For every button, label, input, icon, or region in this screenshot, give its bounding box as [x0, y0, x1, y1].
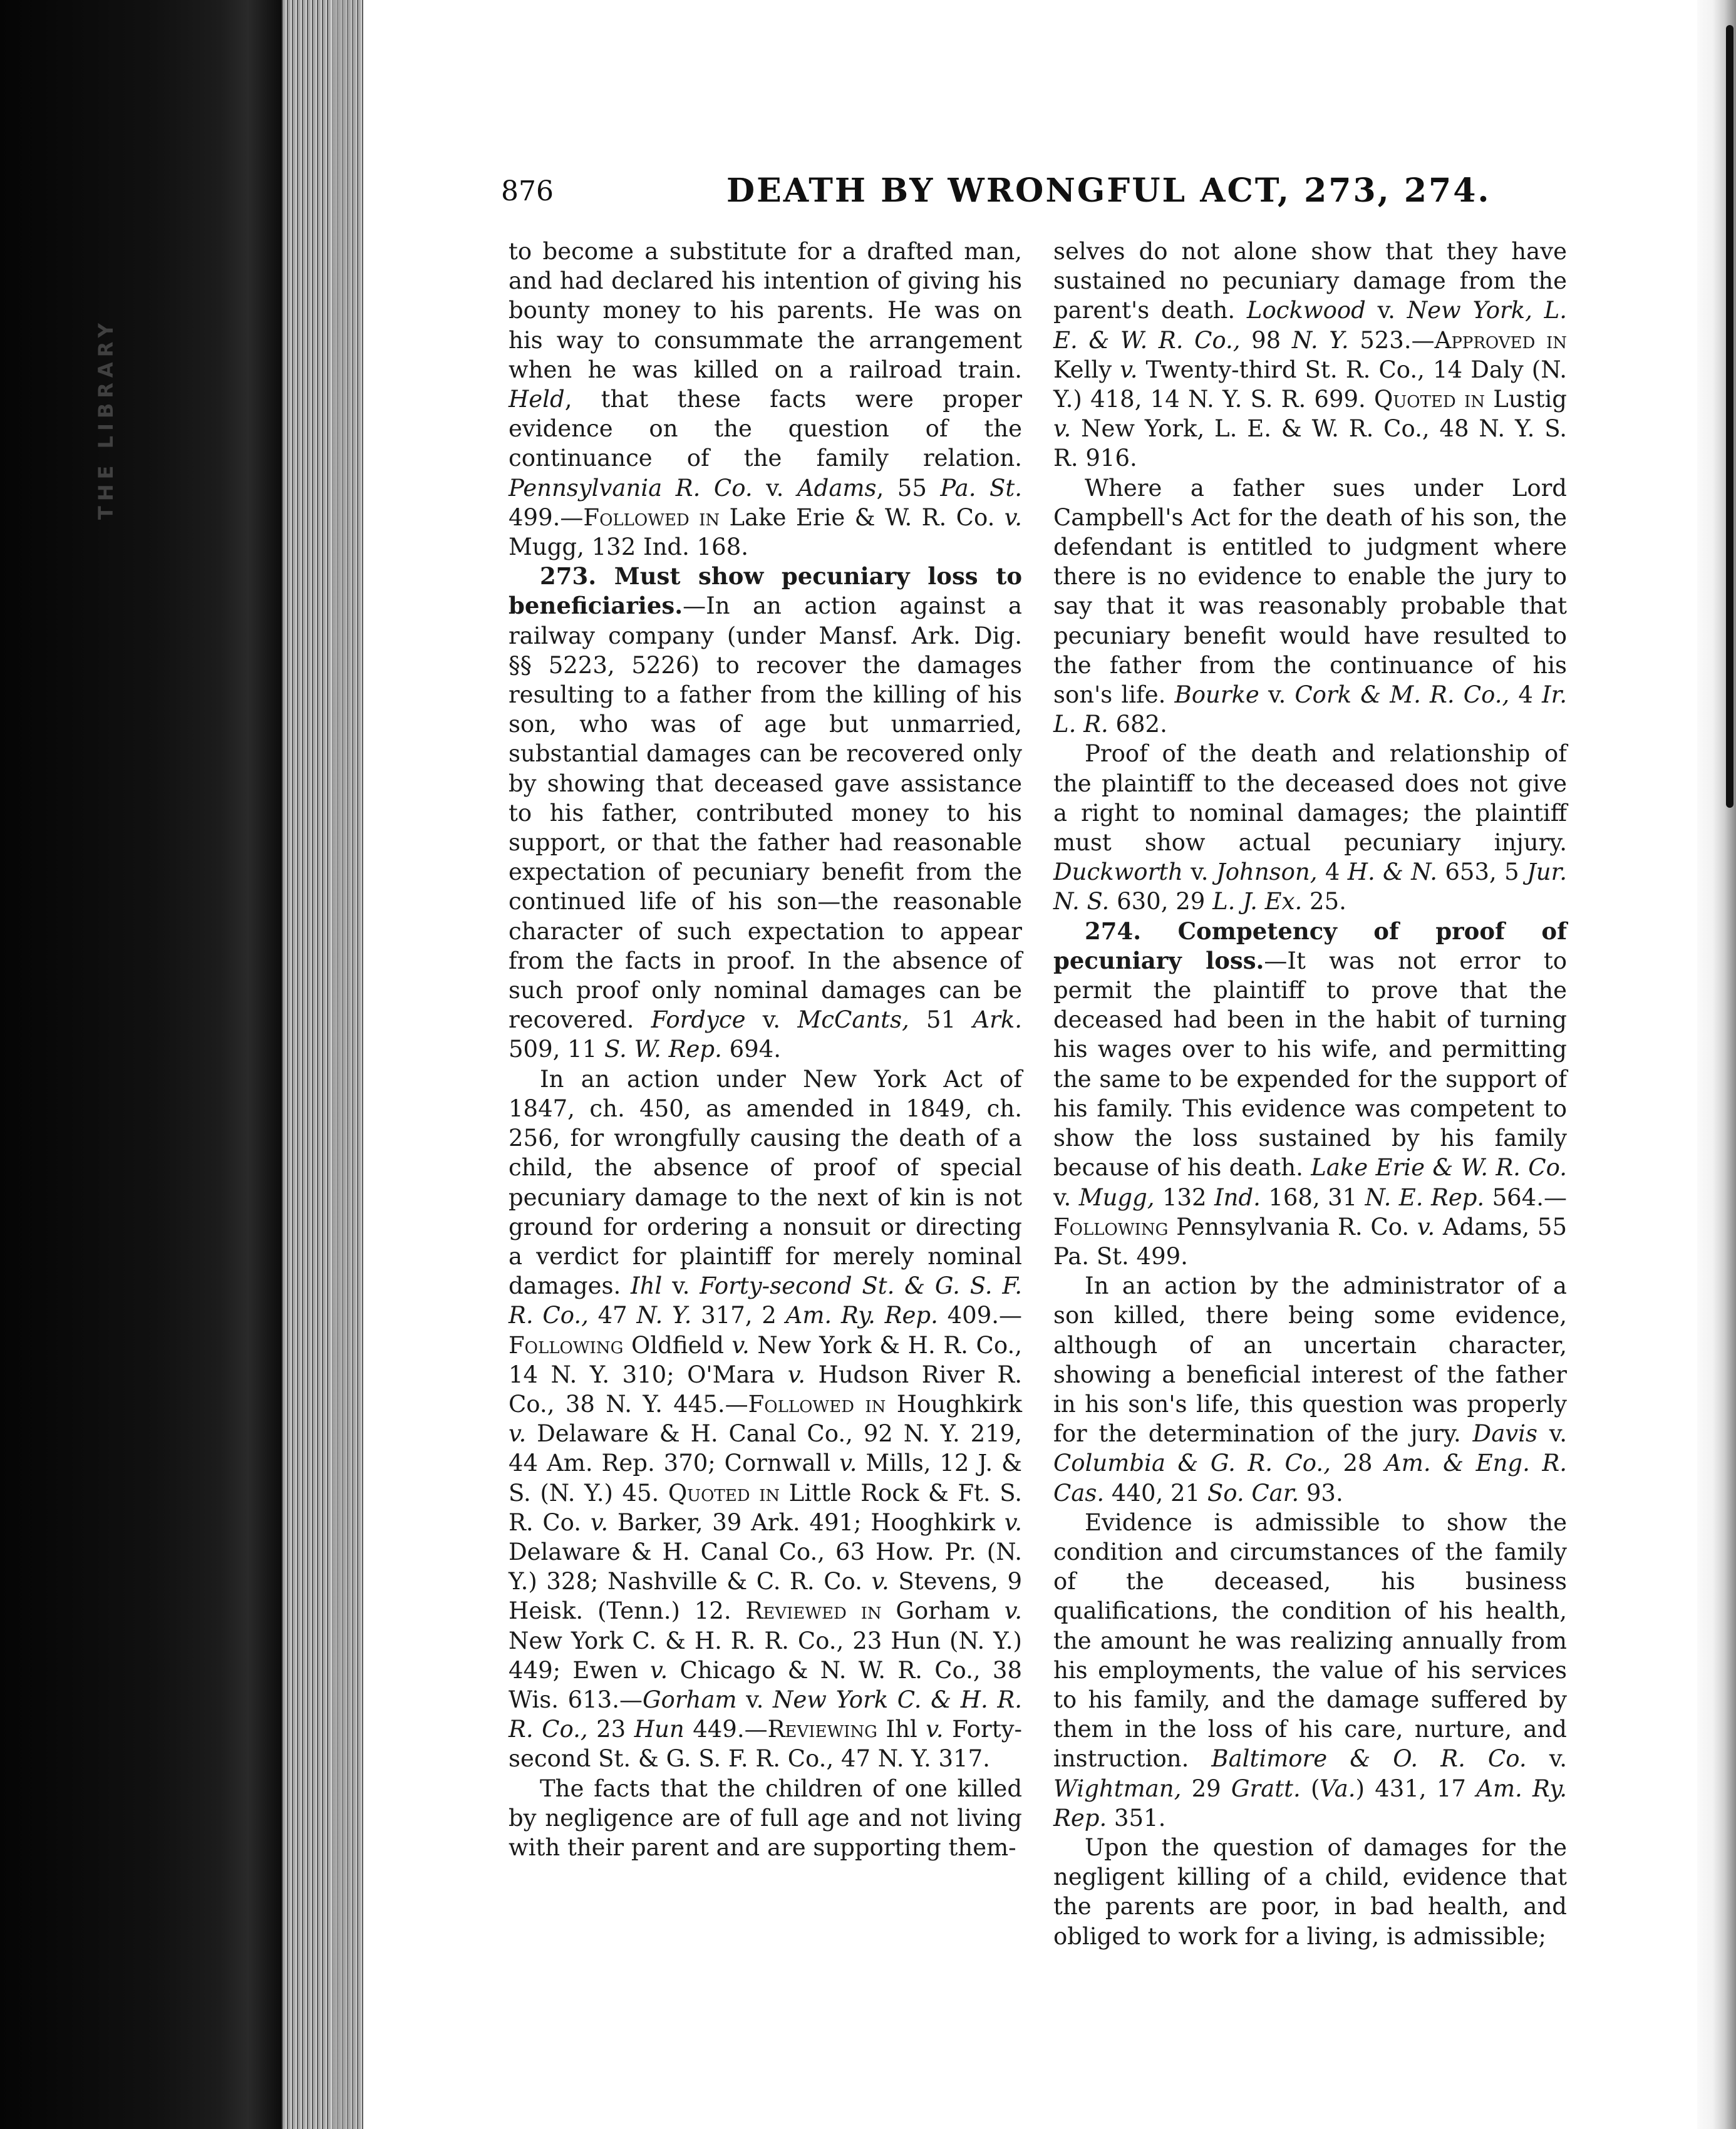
page-edges-shadow: [332, 0, 363, 2129]
paragraph-administrator: In an action by the administrator of a son killed, there being some evidence, although of an uncertain character, showing a beneficial interest of the father in his son's life, this question was properly for the determination of the jury. Davis v. Columbia & G. R. Co., 28 Am. & Eng. R. Cas. 440, 21 So. Car. 93.: [1053, 1272, 1568, 1507]
paragraph-continued-right: selves do not alone show that they have sustained no pecuniary damage from the parent's death. Lockwood v. New York, L. E. & W. R. Co., 98 N. Y. 523.—Approved in Kelly v. Twenty-third St. R. Co., 14 Daly (N. Y.) 418, 14 N. Y. S. R. 699. Quoted in Lustig v. New York, L. E. & W. R. Co., 48 N. Y. S. R. 916.: [1053, 238, 1567, 472]
page-header: [501, 170, 1584, 220]
paragraph-new-york-act: In an action under New York Act of 1847, ch. 450, as amended in 1849, ch. 256, for wrongfully causing the death of a child, the absence of proof of special pecuniary damage to the next of kin is not ground for ordering a nonsuit or directing a verdict for plaintiff for merely nominal damages. Ihl v. Forty-second St. & G. S. F. R. Co., 47 N. Y. 317, 2 Am. Ry. Rep. 409.—Following Oldfield v. New York & H. R. Co., 14 N. Y. 310; O'Mara v. Hudson River R. Co., 38 N. Y. 445.—Followed in Houghkirk v. Delaware & H. Canal Co., 92 N. Y. 219, 44 Am. Rep. 370; Cornwall v. Mills, 12 J. & S. (N. Y.) 45. Quoted in Little Rock & Ft. S. R. Co. v. Barker, 39 Ark. 491; Hooghkirk v. Delaware & H. Canal Co., 63 How. Pr. (N. Y.) 328; Nashville & C. R. Co. v. Stevens, 9 Heisk. (Tenn.) 12. Reviewed in Gorham v. New York C. & H. R. R. Co., 23 Hun (N. Y.) 449; Ewen v. Chicago & N. W. R. Co., 38 Wis. 613.—Gorham v. New York C. & H. R. R. Co., 23 Hun 449.—Reviewing Ihl v. Forty-second St. & G. S. F. R. Co., 47 N. Y. 317.: [509, 1065, 1023, 1773]
library-stamp: THE LIBRARY: [94, 318, 118, 520]
section-274: 274. Competency of proof of pecuniary loss.—It was not error to permit the plaintiff to prove that the deceased had been in the habit of turning his wages over to his wife, and permitting the same to be expended for the support of his family. This evidence was competent to show the loss sustained by his family because of his death. Lake Erie & W. R. Co. v. Mugg, 132 Ind. 168, 31 N. E. Rep. 564.—Following Pennsylvania R. Co. v. Adams, 55 Pa. St. 499.: [1053, 917, 1568, 1270]
paragraph-proof-of-death: Proof of the death and relationship of the plaintiff to the deceased does not give a right to nominal damages; the plaintiff must show actual pecuniary injury. Duckworth v. Johnson, 4 H. & N. 653, 5 Jur. N. S. 630, 29 L. J. Ex. 25.: [1053, 740, 1567, 915]
right-edge-mark: [1726, 25, 1733, 808]
right-column: [1053, 237, 1567, 1951]
page-number: 876: [501, 175, 554, 207]
paragraph-full-age-children: The facts that the children of one killed by negligence are of full age and not living with their parent and are supporting them-: [509, 1775, 1022, 1861]
section-heading-273: 273. Must show pecuniary loss to beneficiaries.: [509, 562, 1022, 620]
paragraph-continued: to become a substitute for a drafted man, and had declared his intention of giving his bounty money to his parents. He was on his way to consummate the arrangement when he was killed on a railroad train. Held, that these facts were proper evidence on the question of the continuance of the family relation. Pennsylvania R. Co. v. Adams, 55 Pa. St. 499.—Followed in Lake Erie & W. R. Co. v. Mugg, 132 Ind. 168.: [509, 238, 1022, 561]
paragraph-damages-child: Upon the question of damages for the negligent killing of a child, evidence that the parents are poor, in bad health, and obliged to work for a living, is admissible;: [1053, 1833, 1567, 1950]
running-head: DEATH BY WRONGFUL ACT, 273, 274.: [726, 172, 1491, 210]
paragraph-lord-campbell: Where a father sues under Lord Campbell's Act for the death of his son, the defendant is entitled to judgment where there is no evidence to enable the jury to say that it was reasonably probable that pecuniary benefit would have resulted to the father from the continuance of his son's life. Bourke v. Cork & M. R. Co., 4 Ir. L. R. 682.: [1053, 474, 1568, 738]
section-heading-274: 274. Competency of proof of pecuniary loss.: [1053, 917, 1567, 974]
left-column: [509, 237, 1022, 1862]
section-273: 273. Must show pecuniary loss to beneficiaries.—In an action against a railway company (under Mansf. Ark. Dig. §§ 5223, 5226) to recover the damages resulting to a father from the killing of his son, who was of age but unmarried, substantial damages can be recovered only by showing that deceased gave assistance to his father, contributed money to his support, or that the father had reasonable expectation of pecuniary benefit from the continued life of his son—the reasonable character of such expectation to appear from the facts in proof. In the absence of such proof only nominal damages can be recovered. Fordyce v. McCants, 51 Ark. 509, 11 S. W. Rep. 694.: [509, 562, 1023, 1063]
paragraph-evidence-admissible: Evidence is admissible to show the condition and circumstances of the family of the deceased, his business qualifications, the condition of his health, the amount he was realizing annually from his employments, the value of his services to his family, and the damage suffered by them in the loss of his care, nurture, and instruction. Baltimore & O. R. Co. v. Wightman, 29 Gratt. (Va.) 431, 17 Am. Ry. Rep. 351.: [1053, 1508, 1567, 1832]
book-binding: [0, 0, 282, 2129]
